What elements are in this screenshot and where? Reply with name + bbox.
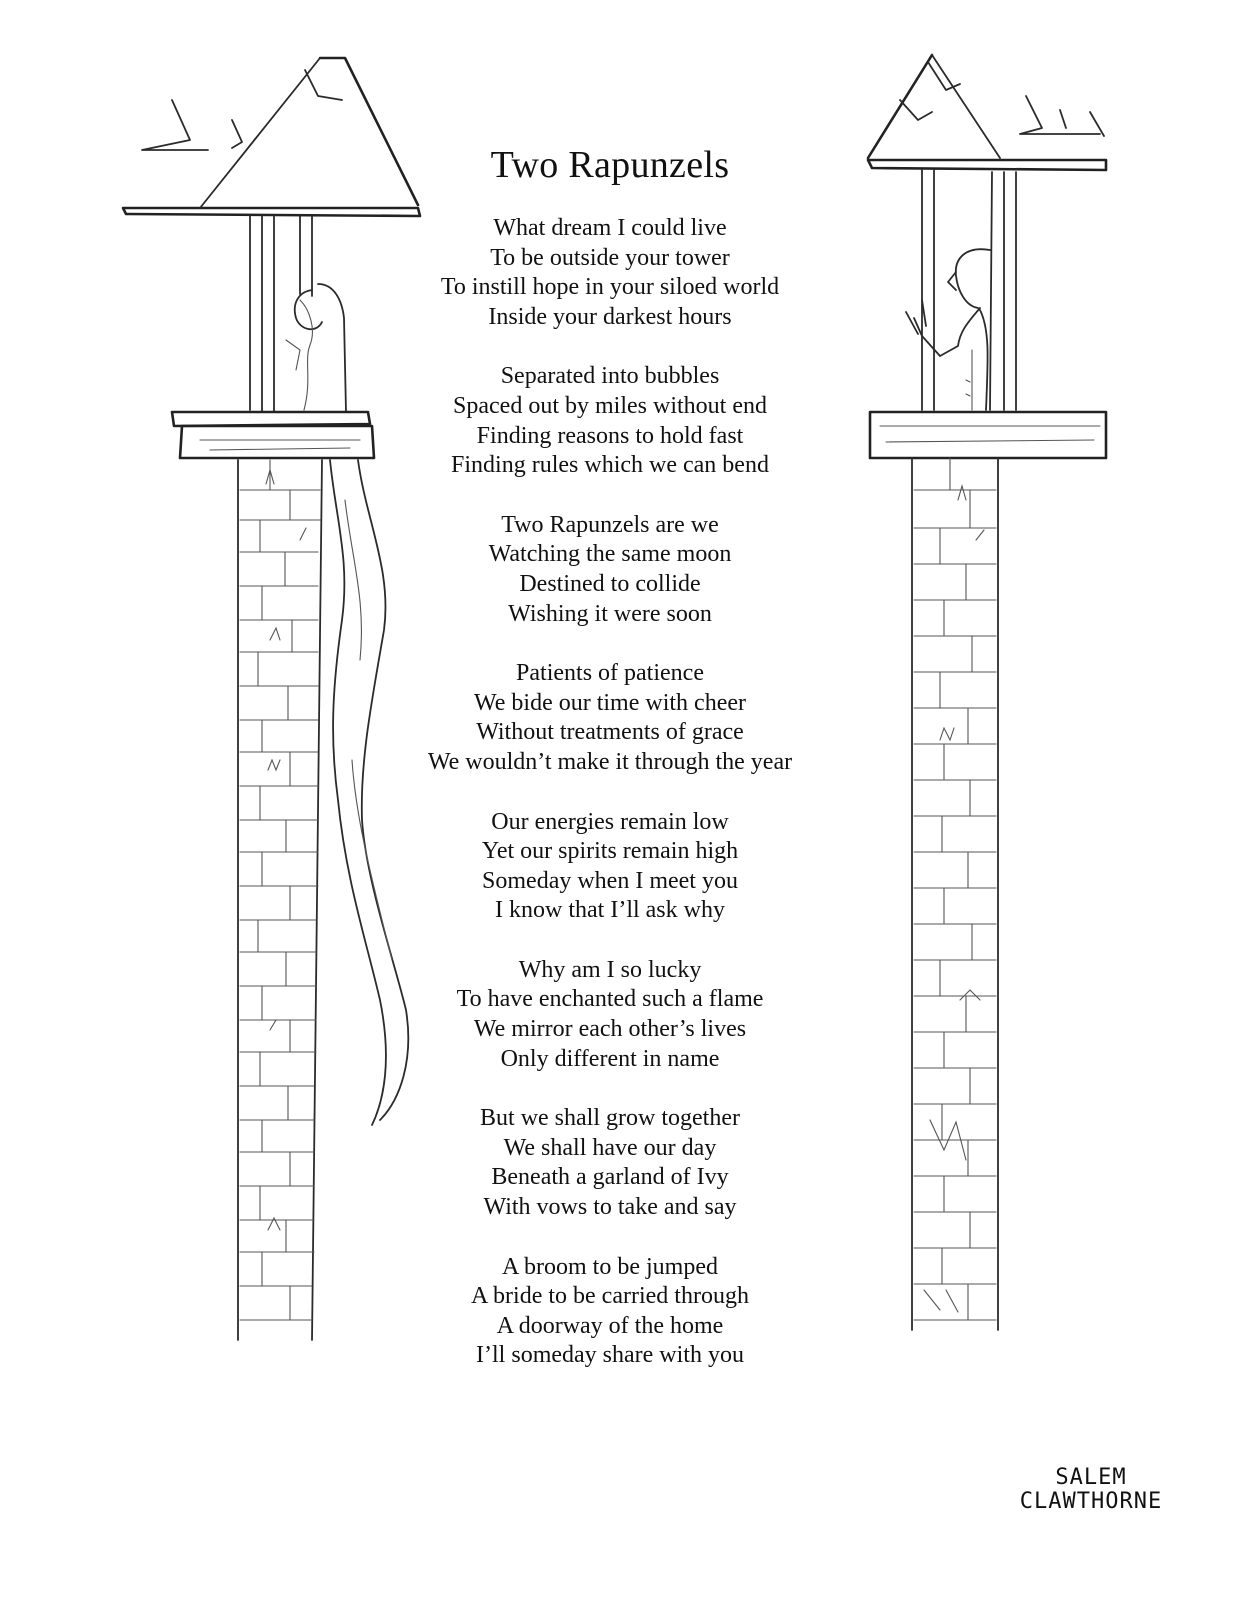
poem-line: I know that I’ll ask why [495,897,725,924]
poem-line: A broom to be jumped [502,1253,718,1280]
poem-line: We wouldn’t make it through the year [427,748,793,775]
poem-line: Beneath a garland of Ivy [491,1164,729,1191]
stanza [400,1104,820,1222]
poem-line: Wishing it were soon [508,600,712,627]
stanza [400,808,820,926]
stanza [400,511,820,629]
poem-line: A bride to be carried through [471,1283,749,1310]
poem-line: I’ll someday share with you [476,1342,744,1369]
poem-line: Watching the same moon [488,541,732,568]
author-signature [1006,1466,1176,1514]
stanza [400,362,820,480]
stanza [400,659,820,777]
signature-first-name: SALEM [1055,1465,1127,1490]
poem-line: But we shall grow together [480,1105,740,1132]
poem-line: To be outside your tower [490,244,730,271]
right-tower-illustration [868,55,1106,1330]
poem-line: Spaced out by miles without end [453,392,767,419]
poem-line: With vows to take and say [483,1194,737,1221]
stanza [400,956,820,1074]
poem-line: Finding rules which we can bend [451,452,769,479]
poem [400,140,820,1401]
poem-line: To have enchanted such a flame [456,986,764,1013]
stanza [400,1253,820,1371]
poem-line: Separated into bubbles [500,363,720,390]
poem-line: Patients of patience [516,660,704,687]
poem-line: Finding reasons to hold fast [476,422,744,449]
poem-line: Only different in name [500,1045,720,1072]
left-tower-illustration [123,58,420,1340]
poem-line: We bide our time with cheer [474,689,746,716]
poem-line: Our energies remain low [491,808,729,835]
stanza [400,214,820,332]
poem-line: We shall have our day [503,1134,717,1161]
poem-line: Why am I so lucky [518,956,702,983]
poem-line: Destined to collide [519,570,701,597]
poem-line: Someday when I meet you [482,867,738,894]
poem-line: A doorway of the home [496,1312,724,1339]
poem-line: What dream I could live [493,215,727,241]
poem-line: Two Rapunzels are we [501,511,719,538]
poem-line: Without treatments of grace [476,719,744,746]
poem-line: To instill hope in your siloed world [440,274,780,301]
signature-last-name: CLAWTHORNE [1019,1489,1163,1514]
poem-line: We mirror each other’s lives [473,1016,747,1043]
poem-line: Yet our spirits remain high [481,838,739,865]
poem-line: Inside your darkest hours [488,303,732,330]
poem-title: Two Rapunzels [490,144,730,186]
